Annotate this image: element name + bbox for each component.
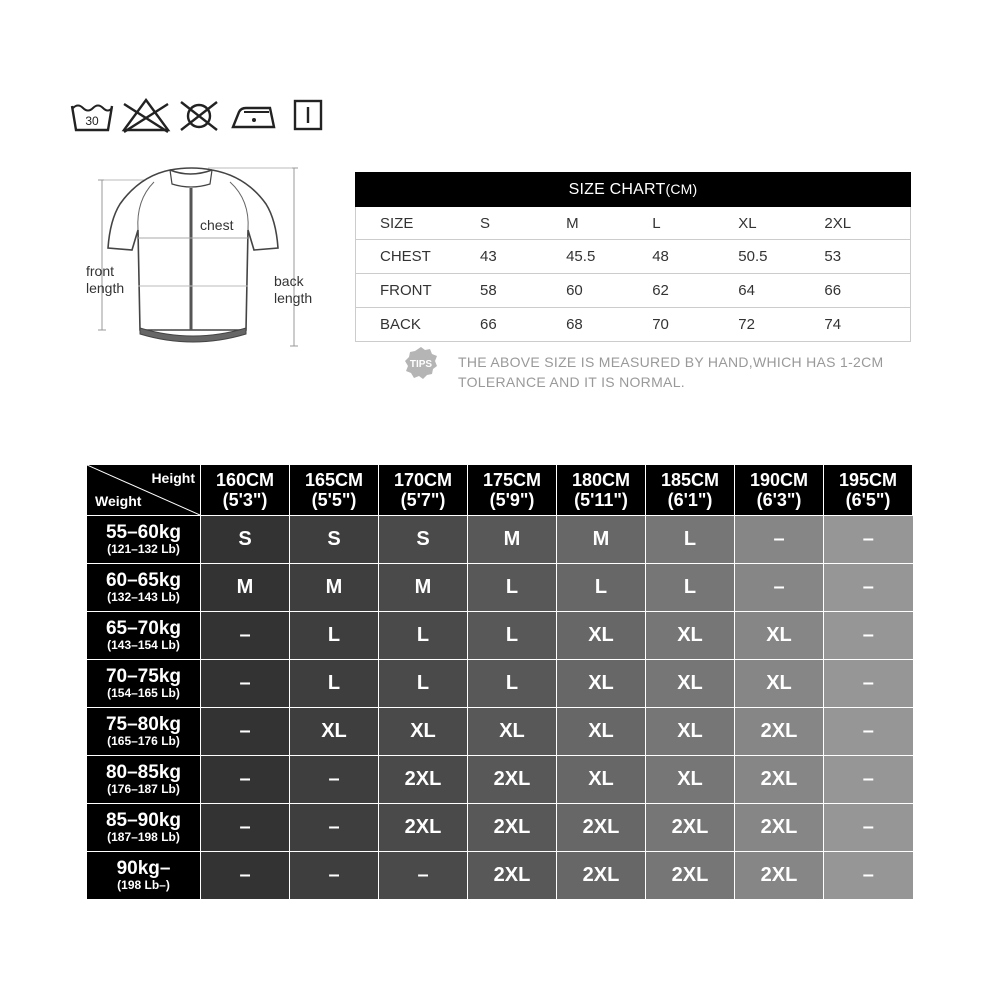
size-chart-cell: M [566,207,652,240]
weight-row-header [87,804,201,852]
fit-size-cell: S [379,516,468,564]
fit-table [87,465,913,899]
size-chart-cell: 48 [652,240,738,274]
corner-weight-label: Weight [95,493,142,509]
no-tumble-dry-icon [178,96,220,136]
wash-30-icon [70,96,114,136]
fit-size-cell: – [735,564,824,612]
tips-note [404,344,944,392]
height-cm: 170CM [393,470,453,490]
size-chart-cell: 66 [824,274,910,308]
fit-size-cell: 2XL [379,804,468,852]
size-chart-cell: 64 [738,274,824,308]
height-ft: (5'7") [400,490,446,510]
size-chart-cell: 72 [738,308,824,342]
height-column-header [824,465,913,516]
fit-size-cell: – [735,516,824,564]
fit-size-cell: M [290,564,379,612]
weight-row-header [87,660,201,708]
size-chart-row [356,240,911,274]
corner-height-label: Height [151,470,195,486]
fit-size-cell: L [468,564,557,612]
weight-kg: 70–75kg [105,666,181,687]
size-chart-cell: 60 [566,274,652,308]
size-chart-table [355,207,911,342]
fit-size-cell: L [290,660,379,708]
fit-size-cell: S [201,516,290,564]
back-length-label [274,273,312,307]
size-chart-cell: 45.5 [566,240,652,274]
weight-row [87,804,913,852]
weight-kg: 55–60kg [105,522,181,543]
line-dry-icon [292,96,324,136]
fit-size-cell: XL [646,660,735,708]
weight-lb: (198 Lb–) [117,878,170,892]
height-ft: (5'5") [311,490,357,510]
fit-size-cell: – [824,564,913,612]
front-label-line1: front [86,263,115,279]
fit-table-corner [87,465,201,516]
size-chart-cell: 50.5 [738,240,824,274]
size-chart-unit: (CM) [665,181,698,197]
back-label-line2: length [274,290,313,306]
fit-size-cell: XL [379,708,468,756]
size-chart-row-label: SIZE [356,207,481,240]
fit-size-cell: L [646,564,735,612]
weight-row-header [87,852,201,900]
height-cm: 165CM [304,470,364,490]
fit-size-cell: – [824,612,913,660]
fit-size-cell: 2XL [379,756,468,804]
fit-size-cell: – [824,516,913,564]
size-chart-row-label: BACK [356,308,481,342]
fit-size-cell: 2XL [646,804,735,852]
tips-line1: THE ABOVE SIZE IS MEASURED BY HAND,WHICH HAS 1-2CM [458,354,884,370]
fit-size-cell: – [201,852,290,900]
weight-kg: 75–80kg [105,714,181,735]
size-chart-row [356,207,911,240]
jersey-diagram [78,160,318,355]
weight-lb: (132–143 Lb) [107,590,180,604]
weight-row-header [87,708,201,756]
weight-row-header [87,756,201,804]
fit-size-cell: 2XL [646,852,735,900]
fit-size-cell: 2XL [557,852,646,900]
fit-size-cell: – [201,756,290,804]
fit-size-cell: M [468,516,557,564]
height-cm: 195CM [838,470,898,490]
fit-size-cell: – [201,660,290,708]
iron-low-icon [230,96,278,136]
weight-lb: (121–132 Lb) [107,542,180,556]
height-cm: 160CM [215,470,275,490]
fit-size-cell: L [379,660,468,708]
size-chart-row [356,274,911,308]
fit-size-cell: – [824,708,913,756]
fit-size-cell: XL [735,660,824,708]
chest-label: chest [200,217,234,233]
care-icons [70,96,330,136]
weight-row [87,756,913,804]
tips-badge-icon [404,346,438,380]
height-column-header [379,465,468,516]
height-ft: (6'3") [756,490,802,510]
height-cm: 180CM [571,470,631,490]
fit-size-cell: 2XL [735,756,824,804]
fit-size-cell: M [379,564,468,612]
height-column-header [646,465,735,516]
front-label-line2: length [86,280,125,296]
fit-size-cell: – [824,852,913,900]
size-chart-cell: 74 [824,308,910,342]
weight-row-header [87,612,201,660]
height-column-header [557,465,646,516]
wash-temp-text: 30 [85,114,99,128]
weight-lb: (176–187 Lb) [107,782,180,796]
size-chart-title [355,172,911,207]
height-column-header [290,465,379,516]
height-cm: 190CM [749,470,809,490]
weight-kg: 65–70kg [105,618,181,639]
fit-size-cell: XL [646,708,735,756]
fit-size-cell: XL [557,708,646,756]
fit-size-cell: XL [735,612,824,660]
tips-line2: TOLERANCE AND IT IS NORMAL. [458,374,685,390]
tips-text [458,352,883,392]
fit-size-cell: L [379,612,468,660]
weight-row [87,660,913,708]
height-ft: (5'3") [222,490,268,510]
weight-row-header [87,564,201,612]
fit-size-cell: 2XL [557,804,646,852]
fit-size-cell: – [824,804,913,852]
size-chart-title-text: SIZE CHART [568,181,666,198]
fit-size-cell: – [290,804,379,852]
height-ft: (5'9") [489,490,535,510]
size-chart-row-label: CHEST [356,240,481,274]
fit-size-cell: L [646,516,735,564]
height-ft: (5'11") [574,490,628,510]
height-cm: 175CM [482,470,542,490]
fit-size-cell: XL [468,708,557,756]
size-chart [355,172,911,342]
back-label-line1: back [274,273,304,289]
fit-size-cell: – [201,804,290,852]
weight-row [87,564,913,612]
fit-size-cell: 2XL [735,852,824,900]
height-ft: (6'1") [667,490,713,510]
fit-size-cell: M [557,516,646,564]
size-chart-cell: 62 [652,274,738,308]
size-chart-cell: L [652,207,738,240]
size-chart-row [356,308,911,342]
fit-size-cell: S [290,516,379,564]
weight-row [87,612,913,660]
size-chart-cell: 66 [480,308,566,342]
size-chart-cell: 2XL [824,207,910,240]
fit-size-cell: L [468,612,557,660]
size-chart-cell: 58 [480,274,566,308]
size-chart-cell: 53 [824,240,910,274]
weight-kg: 80–85kg [105,762,181,783]
weight-lb: (154–165 Lb) [107,686,180,700]
height-ft: (6'5") [845,490,891,510]
fit-size-cell: XL [557,756,646,804]
no-bleach-icon [120,96,172,136]
fit-size-cell: – [824,660,913,708]
fit-size-cell: XL [557,660,646,708]
height-column-header [201,465,290,516]
weight-lb: (165–176 Lb) [107,734,180,748]
size-chart-cell: XL [738,207,824,240]
fit-size-cell: XL [290,708,379,756]
fit-size-cell: – [290,756,379,804]
fit-size-cell: XL [646,612,735,660]
fit-size-cell: 2XL [468,756,557,804]
fit-size-cell: 2XL [468,804,557,852]
weight-lb: (143–154 Lb) [107,638,180,652]
fit-size-cell: L [290,612,379,660]
weight-kg: 90kg– [116,858,171,879]
size-chart-row-label: FRONT [356,274,481,308]
fit-size-cell: – [201,612,290,660]
size-chart-cell: 68 [566,308,652,342]
fit-size-cell: 2XL [468,852,557,900]
weight-kg: 60–65kg [105,570,181,591]
fit-size-cell: XL [557,612,646,660]
front-length-label [86,263,124,297]
fit-size-cell: L [557,564,646,612]
weight-lb: (187–198 Lb) [107,830,180,844]
fit-size-cell: – [290,852,379,900]
weight-row [87,708,913,756]
weight-kg: 85–90kg [105,810,181,831]
height-cm: 185CM [660,470,720,490]
fit-size-cell: 2XL [735,708,824,756]
tips-badge-text: TIPS [409,359,433,370]
size-chart-cell: 70 [652,308,738,342]
size-chart-cell: 43 [480,240,566,274]
height-column-header [735,465,824,516]
fit-size-cell: – [201,708,290,756]
height-column-header [468,465,557,516]
jersey-outline [78,160,318,355]
fit-size-cell: 2XL [735,804,824,852]
fit-size-cell: – [379,852,468,900]
size-chart-cell: S [480,207,566,240]
weight-row [87,516,913,564]
fit-size-cell: L [468,660,557,708]
fit-size-cell: – [824,756,913,804]
weight-row-header [87,516,201,564]
fit-size-cell: M [201,564,290,612]
fit-size-cell: XL [646,756,735,804]
weight-row [87,852,913,900]
